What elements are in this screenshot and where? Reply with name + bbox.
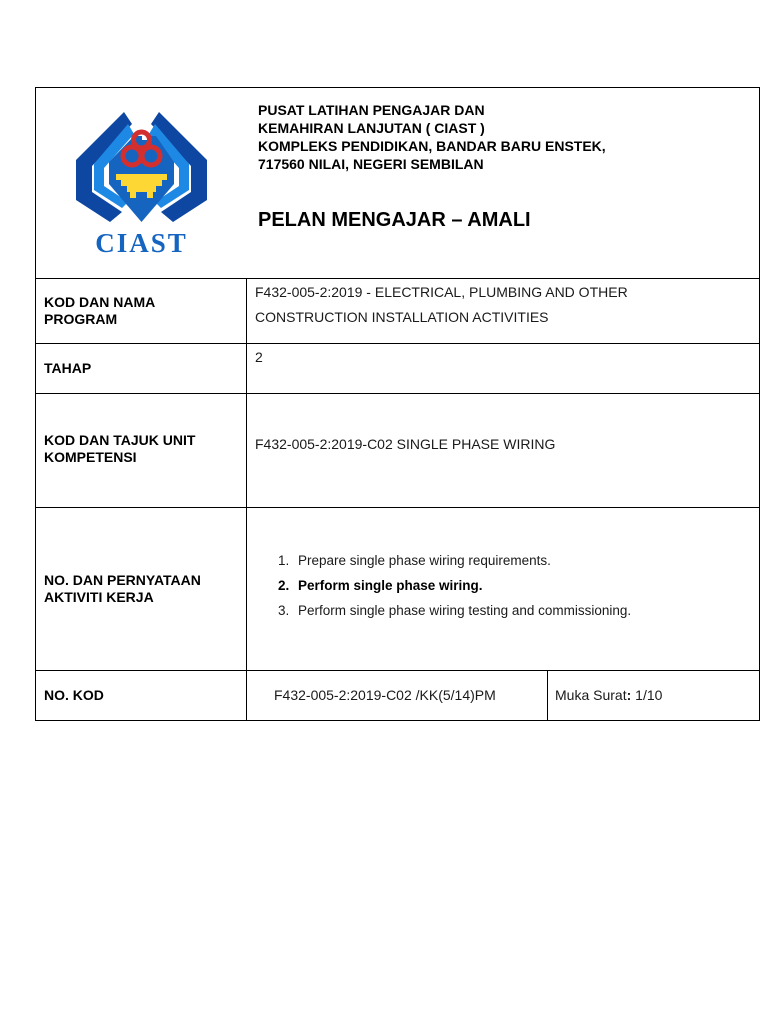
teaching-plan-document	[35, 87, 760, 721]
activity-text: Perform single phase wiring testing and commissioning.	[298, 603, 632, 618]
activity-number: 1.	[278, 553, 290, 568]
unit-value: F432-005-2:2019-C02 SINGLE PHASE WIRING	[255, 436, 556, 452]
level-value-cell	[246, 343, 760, 394]
activity-value-cell	[246, 507, 760, 671]
activity-label: AKTIVITI KERJA	[44, 589, 154, 605]
activity-text: Perform single phase wiring.	[298, 578, 483, 593]
activity-text: Prepare single phase wiring requirements.	[298, 553, 551, 568]
level-label-cell	[35, 343, 247, 394]
activity-number: 3.	[278, 603, 290, 618]
code-value-cell	[246, 670, 548, 721]
org-line: 717560 NILAI, NEGERI SEMBILAN	[258, 156, 484, 172]
document-header	[35, 87, 760, 279]
page-value: 1/10	[635, 687, 663, 703]
page-number-cell	[547, 670, 760, 721]
activity-label: NO. DAN PERNYATAAN	[44, 572, 201, 588]
program-value: CONSTRUCTION INSTALLATION ACTIVITIES	[255, 309, 549, 325]
page-number	[555, 683, 662, 708]
program-label: PROGRAM	[44, 311, 118, 327]
org-line: PUSAT LATIHAN PENGAJAR DAN	[258, 102, 485, 118]
unit-value-cell	[246, 393, 760, 508]
activity-item	[278, 598, 631, 623]
unit-label: KOMPETENSI	[44, 449, 137, 465]
organization-address	[258, 101, 606, 173]
program-label-cell	[35, 278, 247, 344]
document-title: PELAN MENGAJAR – AMALI	[258, 209, 531, 231]
activity-list	[278, 548, 631, 623]
page-colon: :	[626, 687, 632, 703]
org-line: KOMPLEKS PENDIDIKAN, BANDAR BARU ENSTEK,	[258, 138, 606, 154]
logo-emblem-icon	[76, 112, 207, 222]
activity-item	[278, 573, 631, 598]
activity-number: 2.	[278, 578, 290, 593]
program-label: KOD DAN NAMA	[44, 294, 156, 310]
code-label-cell	[35, 670, 247, 721]
unit-label-cell	[35, 393, 247, 508]
ciast-logo	[64, 110, 219, 265]
unit-label: KOD DAN TAJUK UNIT	[44, 432, 196, 448]
logo-wordmark: CIAST	[95, 228, 188, 258]
program-value: F432-005-2:2019 - ELECTRICAL, PLUMBING AND OTHER	[255, 284, 628, 300]
level-label: TAHAP	[44, 360, 92, 376]
level-value: 2	[255, 349, 263, 365]
activity-label-cell	[35, 507, 247, 671]
org-line: KEMAHIRAN LANJUTAN ( CIAST )	[258, 120, 485, 136]
activity-item	[278, 548, 631, 573]
page-label: Muka Surat	[555, 687, 627, 703]
code-label: NO. KOD	[44, 687, 104, 703]
code-value: F432-005-2:2019-C02 /KK(5/14)PM	[274, 687, 496, 703]
program-value-cell	[246, 278, 760, 344]
